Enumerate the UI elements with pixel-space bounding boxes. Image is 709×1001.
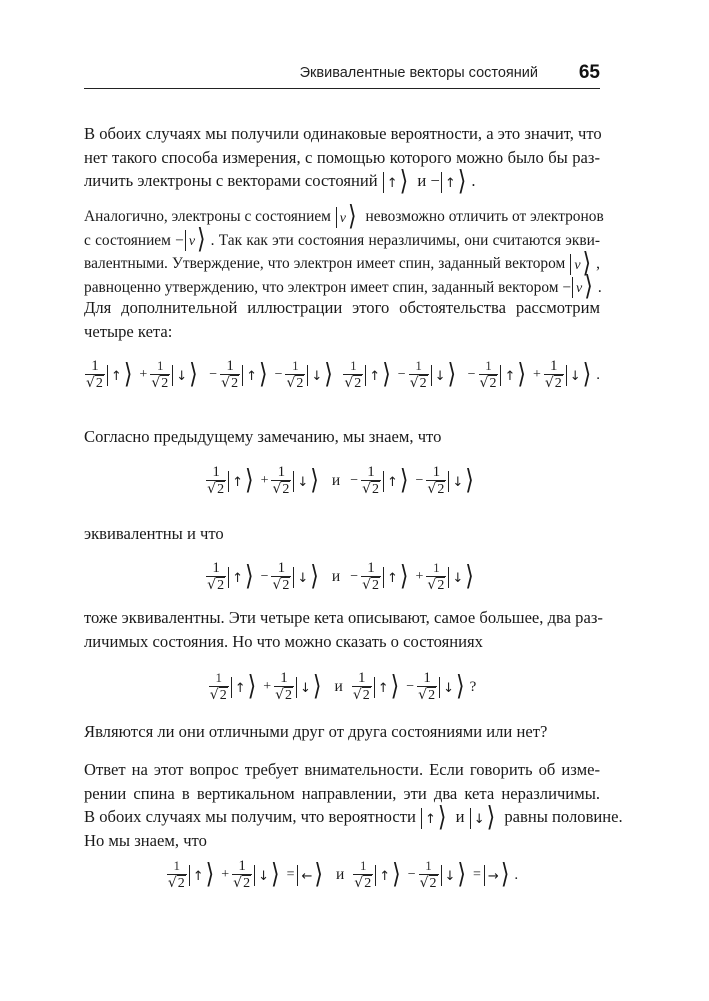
paragraph-8-line-4: Но мы знаем, что [84,830,207,850]
angle-bracket: ⟩ [582,246,592,278]
radicand: 2 [219,687,227,703]
angle-bracket: ⟩ [455,669,465,701]
paragraph-8-line-3 [84,800,623,832]
radical-sign: √ [418,686,428,703]
down-arrow-icon: ↓ [444,868,456,884]
angle-bracket: ⟩ [310,463,319,495]
numerator: 1 [359,857,367,873]
numerator: 1 [157,357,164,373]
radical-sign: √ [221,374,231,391]
up-arrow-icon: ↑ [504,368,516,384]
denominator [343,374,363,393]
numerator: 1 [212,463,220,480]
paragraph-6-line-1: тоже эквивалентны. Эти четыре кета описывают, самое большее, два раз- [84,608,603,627]
radicand: 2 [282,481,290,497]
conjunction: и [455,807,465,826]
paragraph-2-line-1 [84,199,604,231]
angle-bracket: ⟩ [197,223,206,255]
text: равноценно утверждению, что электрон имеет спин, заданный вектором [84,278,559,296]
fraction [206,560,226,595]
ket-up [374,669,404,701]
minus-sign: − [209,367,218,382]
angle-bracket: ⟩ [189,357,198,389]
radicand: 2 [429,875,437,891]
ket-up [242,357,272,389]
radical-sign: √ [362,576,372,593]
running-title: Эквивалентные векторы состояний [299,65,538,81]
formula-equivalence-2 [84,554,600,600]
numerator: 1 [550,357,558,374]
denominator [85,374,105,393]
fraction [232,858,252,893]
numerator: 1 [358,669,366,686]
numerator: 1 [215,669,222,685]
minus-sign: − [350,473,359,488]
numerator: 1 [367,559,375,576]
ket-v [185,223,210,255]
radical-sign: √ [167,874,177,891]
fraction [271,560,291,595]
down-arrow-icon: ↓ [473,811,485,827]
angle-bracket: ⟩ [584,270,593,302]
down-arrow-icon: ↓ [452,570,464,586]
denominator [271,576,291,595]
angle-bracket: ⟩ [465,463,474,495]
ket-up [231,669,261,701]
paragraph-8-line-2: рении спина в вертикальном направлении, эти два кета неразличимы. [84,783,600,803]
ket-down [448,463,478,495]
ket-down [293,463,323,495]
plus-sign: + [139,367,148,382]
radicand: 2 [437,577,445,593]
radicand: 2 [231,375,239,391]
numerator: 1 [280,669,288,686]
numerator: 1 [292,357,299,373]
radical-sign: √ [272,576,282,593]
minus-sign: − [397,367,406,382]
numerator: 1 [432,463,441,480]
ket-up [107,357,137,389]
denominator [426,576,446,595]
fraction [419,858,439,893]
denominator [426,480,446,499]
period: . [471,171,476,190]
fraction [479,358,499,393]
fraction [150,358,170,393]
radical-sign: √ [354,874,364,891]
paragraph-4-line-1: Согласно предыдущему замечанию, мы знаем, что [84,427,442,446]
paragraph-3-line-2: четыре кета: [84,321,173,341]
ket-down [441,857,471,889]
numerator: 1 [425,857,432,873]
ket-down [293,559,323,591]
formula-equivalence-1 [84,458,600,504]
right-arrow-icon: → [487,868,499,884]
numerator: 1 [350,357,357,373]
paragraph-8-line-1: Ответ на этот вопрос требует внимательности. Если говорить об изме- [84,760,600,779]
paragraph-6 [84,606,603,653]
paragraph-4 [84,425,600,449]
numerator: 1 [238,857,246,874]
ket-down [307,357,337,389]
fraction [85,358,105,393]
angle-bracket: ⟩ [392,857,401,889]
ket-down [448,559,478,591]
paragraph-1-line-2: нет такого способа измерения, с помощью которого можно было бы раз- [84,147,600,167]
radicand: 2 [282,577,290,593]
paragraph-6-line-2: личимых состояния. Но что можно сказать о состояниях [84,631,483,651]
paragraph-1 [84,122,602,196]
text: В обоих случаях мы получим, что вероятности [84,807,416,826]
paragraph-3 [84,296,600,343]
radical-sign: √ [479,374,489,391]
radicand: 2 [296,375,304,391]
fraction [285,358,305,393]
radicand: 2 [217,481,225,497]
minus-sign: − [430,171,440,190]
minus-sign: − [175,231,184,249]
denominator [206,480,226,499]
numerator: 1 [433,559,440,575]
denominator [544,374,564,393]
angle-bracket: ⟩ [399,463,409,495]
paragraph-5 [84,522,600,546]
radicand: 2 [243,875,251,891]
ket-left [297,857,327,889]
denominator [220,374,240,393]
radicand: 2 [437,481,445,497]
radicand: 2 [554,375,562,391]
denominator [206,576,226,595]
radicand: 2 [364,875,372,891]
down-arrow-icon: ↓ [258,868,269,884]
radicand: 2 [95,375,103,391]
numerator: 1 [226,357,234,374]
v-symbol: v [576,281,583,297]
numerator: 1 [277,559,286,576]
angle-bracket: ⟩ [399,559,409,591]
angle-bracket: ⟩ [348,199,357,231]
fraction [220,358,240,393]
fraction [426,464,446,499]
running-header [84,62,600,89]
radical-sign: √ [272,480,282,497]
radical-sign: √ [207,576,217,593]
plus-sign: + [415,569,424,584]
text: . Так как эти состояния неразличимы, они считаются экви- [210,231,600,249]
minus-sign: − [467,367,476,382]
ket-up [441,164,471,196]
ket-down [254,857,284,889]
numerator: 1 [367,463,375,480]
up-arrow-icon: ↑ [232,474,243,490]
angle-bracket: ⟩ [517,357,526,389]
down-arrow-icon: ↓ [300,680,311,696]
angle-bracket: ⟩ [205,857,215,889]
paragraph-2-line-3 [84,246,600,278]
denominator [409,374,429,393]
text: валентными. Утверждение, что электрон имеет спин, заданный вектором [84,255,566,272]
up-arrow-icon: ↑ [234,680,246,696]
minus-sign: − [415,473,424,488]
denominator [232,874,252,893]
up-arrow-icon: ↑ [386,175,398,191]
ket-down [470,800,500,832]
denominator [353,874,373,893]
ket-up [365,357,395,389]
up-arrow-icon: ↑ [387,570,398,586]
ket-up [375,857,405,889]
radical-sign: √ [233,874,243,891]
text: равны половине. [504,807,623,826]
radical-sign: √ [286,374,296,391]
minus-sign: − [407,867,416,882]
angle-bracket: ⟩ [447,357,457,389]
denominator [361,480,381,499]
up-arrow-icon: ↑ [192,868,204,884]
text: Аналогично, электроны с состоянием [84,208,331,225]
denominator [167,874,187,893]
angle-bracket: ⟩ [457,164,467,196]
denominator [285,374,305,393]
radicand: 2 [419,375,427,391]
down-arrow-icon: ↓ [452,474,464,490]
equals-sign: = [473,867,481,882]
angle-bracket: ⟩ [437,800,447,832]
v-symbol: v [188,234,196,250]
equals-sign: = [286,867,295,882]
radical-sign: √ [427,480,437,497]
conjunction: и [334,678,343,695]
radical-sign: √ [151,374,161,391]
conjunction: и [417,171,427,190]
down-arrow-icon: ↓ [443,680,454,696]
radical-sign: √ [207,480,217,497]
angle-bracket: ⟩ [324,357,333,389]
ket-right [484,857,514,889]
fraction [271,464,291,499]
numerator: 1 [173,857,181,873]
numerator: 1 [423,669,431,686]
fraction [361,464,381,499]
denominator [274,686,294,705]
down-arrow-icon: ↓ [176,368,188,384]
denominator [352,686,372,705]
ket-up [228,463,258,495]
radicand: 2 [372,577,380,593]
ket-up [189,857,219,889]
radical-sign: √ [344,374,354,391]
angle-bracket: ⟩ [247,669,257,701]
paragraph-1-line-1: В обоих случаях мы получили одинаковые вероятности, а это значит, что [84,124,602,143]
up-arrow-icon: ↑ [369,368,381,384]
conjunction: и [335,866,345,883]
angle-bracket: ⟩ [465,559,474,591]
angle-bracket: ⟩ [390,669,400,701]
plus-sign: + [221,867,230,882]
numerator: 1 [415,357,422,373]
ket-up [383,463,413,495]
ket-down [296,669,326,701]
up-arrow-icon: ↑ [377,680,389,696]
denominator [417,686,437,705]
angle-bracket: ⟩ [312,669,322,701]
left-arrow-icon: ← [301,868,313,884]
period: . [514,866,519,883]
denominator [419,874,439,893]
numerator: 1 [277,463,286,480]
minus-sign: − [274,367,283,382]
angle-bracket: ⟩ [399,164,409,196]
ket-up [383,559,413,591]
period: . [597,278,602,296]
fraction [167,858,187,893]
numerator: 1 [212,559,220,576]
down-arrow-icon: ↓ [569,368,581,384]
down-arrow-icon: ↓ [297,474,309,490]
formula-question [84,664,600,710]
ket-down [431,357,461,389]
paragraph-7-line-1: Являются ли они отличными друг от друга состояниями или нет? [84,722,548,741]
up-arrow-icon: ↑ [232,570,243,586]
angle-bracket: ⟩ [270,857,280,889]
fraction [209,670,229,705]
radical-sign: √ [409,374,419,391]
fraction [352,670,372,705]
radical-sign: √ [352,686,362,703]
angle-bracket: ⟩ [244,463,254,495]
up-arrow-icon: ↑ [425,811,436,827]
ket-v [336,199,361,231]
angle-bracket: ⟩ [382,357,391,389]
text: личить электроны с векторами состояний [84,171,378,190]
minus-sign: − [260,569,269,584]
v-symbol: v [339,210,346,226]
numerator: 1 [91,357,99,374]
minus-sign: − [406,679,415,694]
radicand: 2 [428,687,436,703]
paragraph-3-line-1: Для дополнительной иллюстрации этого обстоятельства рассмотрим [84,298,600,317]
paragraph-1-line-3 [84,164,600,196]
radicand: 2 [217,577,225,593]
paragraph-2 [84,199,604,302]
page-number: 65 [578,62,600,83]
down-arrow-icon: ↓ [311,368,323,384]
up-arrow-icon: ↑ [110,368,122,384]
fraction [417,670,437,705]
radical-sign: √ [86,374,95,391]
radical-sign: √ [362,480,372,497]
ket-up [228,559,258,591]
up-arrow-icon: ↑ [387,474,398,490]
numerator: 1 [485,357,492,373]
paragraph-2-line-2 [84,223,600,255]
paragraph-5-line-1: эквивалентны и что [84,524,224,543]
fraction [409,358,429,393]
angle-bracket: ⟩ [123,357,133,389]
denominator [271,480,291,499]
radicand: 2 [362,687,370,703]
formula-four-kets [84,352,600,398]
down-arrow-icon: ↓ [297,570,309,586]
radical-sign: √ [544,374,554,391]
ket-down [566,357,596,389]
fraction [206,464,226,499]
radicand: 2 [177,875,185,891]
radical-sign: √ [427,576,437,593]
angle-bracket: ⟩ [244,559,254,591]
radical-sign: √ [275,686,285,703]
plus-sign: + [260,473,269,488]
up-arrow-icon: ↑ [246,368,257,384]
angle-bracket: ⟩ [314,857,323,889]
radicand: 2 [354,375,362,391]
angle-bracket: ⟩ [500,857,510,889]
ket-up [500,357,530,389]
denominator [361,576,381,595]
formula-horizontal-states [84,852,600,898]
paragraph-8 [84,758,623,852]
fraction [544,358,564,393]
period: . [596,366,601,383]
down-arrow-icon: ↓ [434,368,446,384]
ket-down [172,357,202,389]
minus-sign: − [350,569,359,584]
fraction [343,358,363,393]
radicand: 2 [285,687,293,703]
text: с состоянием [84,231,171,249]
fraction [361,560,381,595]
angle-bracket: ⟩ [258,357,268,389]
angle-bracket: ⟩ [310,559,319,591]
angle-bracket: ⟩ [582,357,592,389]
ket-down [439,669,469,701]
v-symbol: v [574,257,581,273]
text: невозможно отличить от электронов [365,208,604,225]
denominator [479,374,499,393]
conjunction: и [331,472,341,489]
ket-up [383,164,413,196]
denominator [150,374,170,393]
radical-sign: √ [209,686,219,703]
fraction [274,670,294,705]
fraction [426,560,446,595]
radicand: 2 [161,375,169,391]
comma: , [596,255,600,272]
angle-bracket: ⟩ [486,800,496,832]
plus-sign: + [263,679,272,694]
angle-bracket: ⟩ [457,857,467,889]
radical-sign: √ [419,874,429,891]
question-mark: ? [469,678,477,695]
radicand: 2 [372,481,380,497]
up-arrow-icon: ↑ [444,175,456,191]
up-arrow-icon: ↑ [379,868,391,884]
paragraph-7 [84,720,600,744]
radicand: 2 [489,375,497,391]
conjunction: и [331,568,341,585]
denominator [209,686,229,705]
ket-up [421,800,451,832]
minus-sign: − [562,278,572,296]
plus-sign: + [532,367,541,382]
fraction [353,858,373,893]
